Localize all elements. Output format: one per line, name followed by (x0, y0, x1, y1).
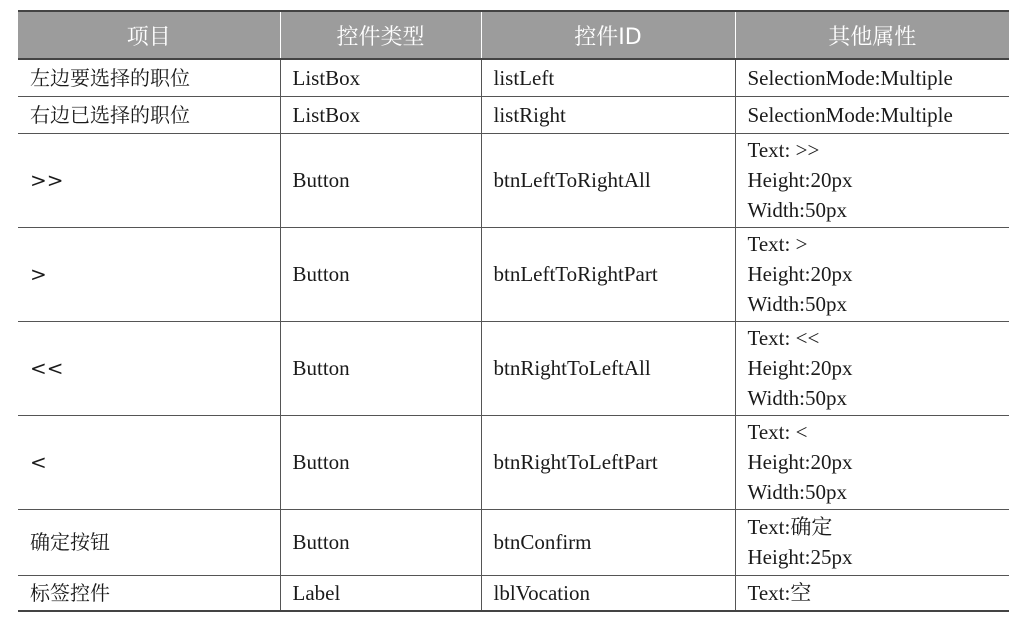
table-row (18, 321, 1009, 415)
table-row (18, 575, 1009, 611)
attribute-line: Text: > (747, 232, 808, 256)
cell-item: < (18, 415, 280, 509)
cell-item: 确定按钮 (18, 509, 280, 575)
cell-control-id: btnLeftToRightPart (481, 227, 735, 321)
attribute-line: Width:50px (747, 480, 847, 504)
cell-item: >> (18, 133, 280, 227)
cell-attributes (735, 133, 1009, 227)
cell-attributes (735, 96, 1009, 133)
attribute-line: Height:20px (747, 262, 853, 286)
cell-item: > (18, 227, 280, 321)
attribute-line: Height:20px (747, 168, 853, 192)
attribute-line: Height:25px (747, 545, 853, 569)
cell-attributes (735, 575, 1009, 611)
table-row (18, 59, 1009, 96)
cell-attributes (735, 509, 1009, 575)
cell-control-type: Button (280, 509, 481, 575)
attribute-line: SelectionMode:Multiple (747, 102, 953, 127)
cell-control-type: Button (280, 227, 481, 321)
control-spec-table-container (18, 10, 1009, 612)
attribute-line: Text: >> (747, 138, 820, 162)
table-row (18, 96, 1009, 133)
attribute-line: Height:20px (747, 356, 853, 380)
cell-control-type: Button (280, 321, 481, 415)
attribute-line: Text:确定 (747, 515, 833, 539)
attribute-line: Width:50px (747, 198, 847, 222)
cell-control-id: btnRightToLeftPart (481, 415, 735, 509)
control-spec-table (18, 10, 1009, 612)
cell-control-id: lblVocation (481, 575, 735, 611)
table-row (18, 509, 1009, 575)
header-control-type: 控件类型 (280, 11, 481, 59)
header-other-attributes: 其他属性 (735, 11, 1009, 59)
attribute-line: Height:20px (747, 450, 853, 474)
table-row (18, 133, 1009, 227)
cell-attributes (735, 415, 1009, 509)
cell-attributes (735, 227, 1009, 321)
cell-item: 左边要选择的职位 (18, 59, 280, 96)
cell-control-type: Label (280, 575, 481, 611)
cell-control-id: btnConfirm (481, 509, 735, 575)
cell-control-id: btnRightToLeftAll (481, 321, 735, 415)
attribute-line: Text:空 (747, 580, 812, 605)
cell-control-type: ListBox (280, 59, 481, 96)
cell-attributes (735, 59, 1009, 96)
cell-item: << (18, 321, 280, 415)
cell-control-id: listLeft (481, 59, 735, 96)
cell-control-id: listRight (481, 96, 735, 133)
table-row (18, 227, 1009, 321)
cell-control-type: Button (280, 133, 481, 227)
attribute-line: Width:50px (747, 292, 847, 316)
attribute-line: Text: < (747, 420, 808, 444)
attribute-line: Text: << (747, 326, 820, 350)
header-item: 项目 (18, 11, 280, 59)
cell-control-type: ListBox (280, 96, 481, 133)
cell-control-type: Button (280, 415, 481, 509)
header-row (18, 11, 1009, 59)
cell-control-id: btnLeftToRightAll (481, 133, 735, 227)
attribute-line: Width:50px (747, 386, 847, 410)
table-row (18, 415, 1009, 509)
cell-attributes (735, 321, 1009, 415)
cell-item: 标签控件 (18, 575, 280, 611)
attribute-line: SelectionMode:Multiple (747, 65, 953, 90)
header-control-id: 控件ID (481, 11, 735, 59)
cell-item: 右边已选择的职位 (18, 96, 280, 133)
